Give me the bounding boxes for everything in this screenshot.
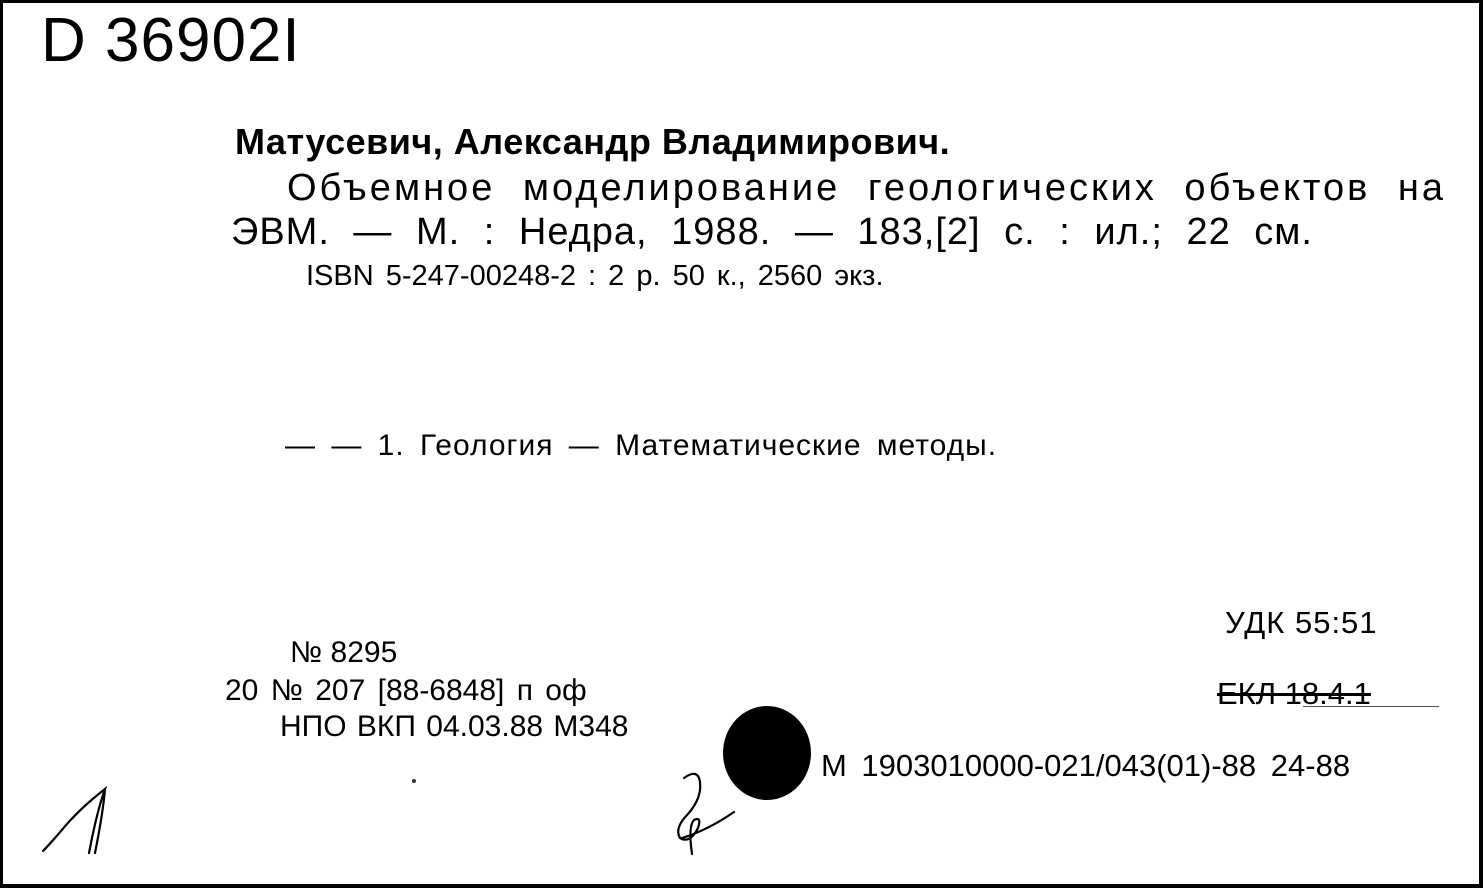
print-line: 20 № 207 [88-6848] п оф <box>225 674 587 707</box>
subject-heading: — — 1. Геология — Математические методы. <box>285 429 998 462</box>
title-line-1: Объемное моделирование геологических объектов на <box>287 167 1446 209</box>
author-heading: Матусевич, Александр Владимирович. <box>235 121 951 162</box>
ekl-underline <box>1303 706 1439 707</box>
ink-speck <box>412 779 416 783</box>
title-line-2: ЭВМ. — М. : Недра, 1988. — 183,[2] с. : ил.; 22 см. <box>231 211 1313 253</box>
catalog-number: М 1903010000-021/043(01)-88 24-88 <box>821 748 1351 783</box>
call-number: D 36902I <box>41 6 301 75</box>
order-number: № 8295 <box>290 636 398 669</box>
handwritten-mark-1 <box>39 783 119 858</box>
publisher-line: НПО ВКП 04.03.88 М348 <box>280 710 629 743</box>
ekl-code: ЕКЛ 18.4.1 <box>1217 676 1371 711</box>
handwritten-mark-2 <box>668 768 738 858</box>
isbn-line: ISBN 5-247-00248-2 : 2 р. 50 к., 2560 экз. <box>306 260 884 292</box>
udk-code: УДК 55:51 <box>1225 605 1378 640</box>
